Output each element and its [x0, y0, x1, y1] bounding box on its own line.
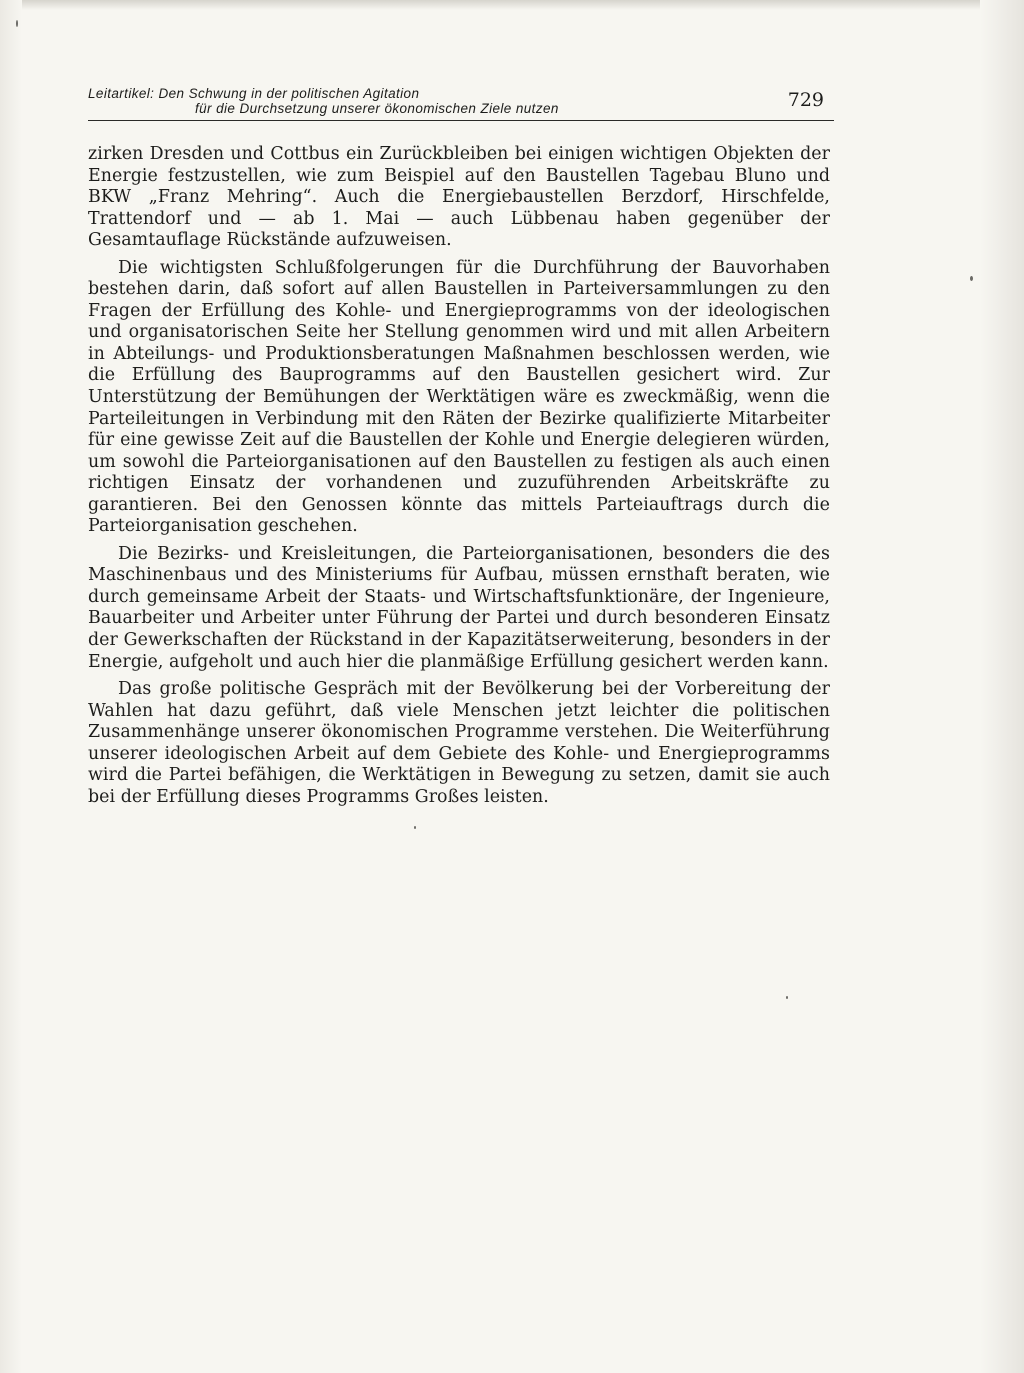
running-header	[88, 86, 834, 121]
paragraph-3: Die Bezirks- und Kreisleitungen, die Parteiorganisationen, besonders die des Maschinenbaus und des Ministeriums für Aufbau, müssen ernsthaft beraten, wie durch gemeinsame Arbeit der Staats- und Wirtschaftsfunktionäre, der Ingenieure, Bauarbeiter und Arbeiter unter Führung der Partei und durch besonderen Einsatz der Gewerkschaften der Rückstand in der Kapazitätserweiterung, besonders in der Energie, aufgeholt und auch hier die planmäßige Erfüllung gesichert werden kann.	[88, 543, 830, 672]
scan-speck	[414, 826, 416, 829]
scan-right-edge	[980, 0, 1024, 1373]
scan-speck	[16, 20, 18, 27]
header-title-line-2: für die Durchsetzung unserer ökonomischen Ziele nutzen	[195, 101, 559, 116]
scan-left-edge	[0, 0, 22, 1373]
scan-speck	[970, 276, 973, 281]
scan-top-edge	[0, 0, 1024, 10]
paragraph-1: zirken Dresden und Cottbus ein Zurückbleiben bei einigen wichtigen Objekten der Energie festzustellen, wie zum Beispiel auf den Baustellen Tagebau Bluno und BKW „Franz Mehring“. Auch die Energiebaustellen Berzdorf, Hirschfelde, Trattendorf und — ab 1. Mai — auch Lübbenau haben gegenüber der Gesamtauflage Rückstände aufzuweisen.	[88, 144, 830, 251]
article-body	[88, 144, 830, 814]
scan-speck	[786, 996, 788, 999]
page-number: 729	[787, 89, 824, 111]
paragraph-4: Das große politische Gespräch mit der Bevölkerung bei der Vorbereitung der Wahlen hat dazu geführt, daß viele Menschen jetzt leichter die politischen Zusammenhänge unserer ökonomischen Programme verstehen. Die Weiterführung unserer ideologischen Arbeit auf dem Gebiete des Kohle- und Energieprogramms wird die Partei befähigen, die Werktätigen in Bewegung zu setzen, damit sie auch bei der Erfüllung dieses Programms Großes leisten.	[88, 679, 830, 807]
header-title	[88, 86, 559, 116]
header-title-line-1: Leitartikel: Den Schwung in der politischen Agitation	[88, 86, 420, 101]
paragraph-2: Die wichtigsten Schlußfolgerungen für die Durchführung der Bauvorhaben bestehen darin, daß sofort auf allen Baustellen in Parteiversammlungen zu den Fragen der Erfüllung des Kohle- und Energieprogramms von der ideologischen und organisatorischen Seite her Stellung genommen wird und mit allen Arbeitern in Abteilungs- und Produktionsberatungen Maßnahmen beschlossen werden, wie die Erfüllung des Bauprogramms auf den Baustellen gesichert wird. Zur Unterstützung der Bemühungen der Werktätigen wäre es zweckmäßig, wenn die Parteileitungen in Verbindung mit den Räten der Bezirke qualifizierte Mitarbeiter für eine gewisse Zeit auf die Baustellen der Kohle und Energie delegieren würden, um sowohl die Parteiorganisationen auf den Baustellen zu festigen als auch einen richtigen Einsatz der vorhandenen und zuzuführenden Arbeitskräfte zu garantieren. Bei den Genossen könnte das mittels Parteiauftrags durch die Parteiorganisation geschehen.	[88, 257, 830, 537]
